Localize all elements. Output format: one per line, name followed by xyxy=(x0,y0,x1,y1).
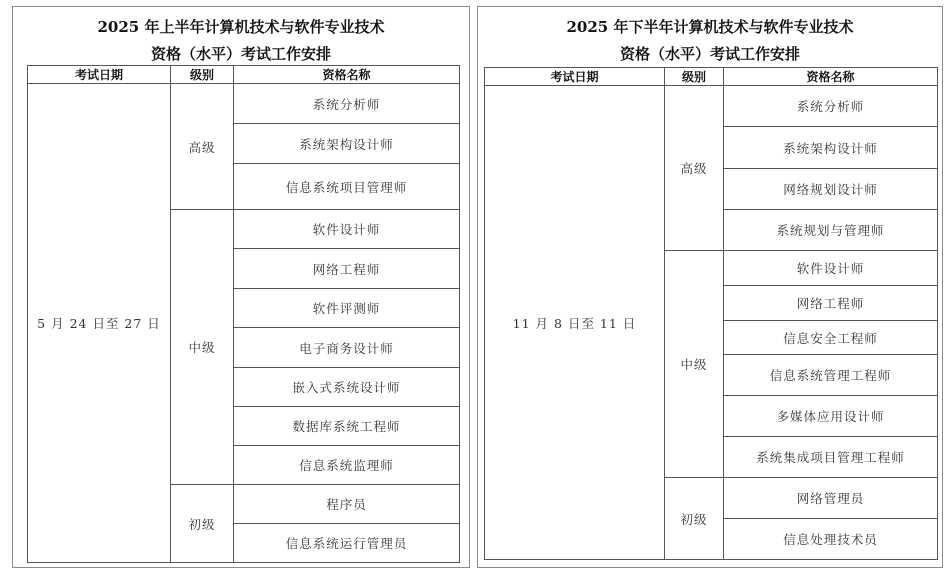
qualification-name: 系统架构设计师 xyxy=(234,124,460,164)
qualification-name: 信息系统监理师 xyxy=(234,446,460,485)
qualification-name: 信息安全工程师 xyxy=(724,321,938,355)
exam-date-cell: 5 月 24 日至 27 日 xyxy=(28,84,171,563)
first-half-schedule-panel xyxy=(12,6,470,568)
level-cell-junior: 初级 xyxy=(171,485,234,563)
qualification-name: 网络工程师 xyxy=(234,249,460,289)
qualification-name: 网络规划设计师 xyxy=(724,169,938,210)
qualification-name: 网络工程师 xyxy=(724,286,938,321)
qualification-name: 电子商务设计师 xyxy=(234,328,460,368)
second-half-title-line2: 资格（水平）考试工作安排 xyxy=(619,45,800,63)
first-half-title-line2: 资格（水平）考试工作安排 xyxy=(150,45,331,63)
table-row xyxy=(485,86,938,127)
qualification-name: 软件设计师 xyxy=(724,251,938,286)
level-cell-intermediate: 中级 xyxy=(665,251,724,478)
qualification-name: 嵌入式系统设计师 xyxy=(234,368,460,407)
header-exam-date: 考试日期 xyxy=(28,66,171,84)
qualification-name: 信息处理技术员 xyxy=(724,519,938,560)
header-qualification-name: 资格名称 xyxy=(724,68,938,86)
second-half-title-line1: 2025 年下半年计算机技术与软件专业技术 xyxy=(566,18,854,36)
qualification-name: 多媒体应用设计师 xyxy=(724,396,938,437)
qualification-name: 网络管理员 xyxy=(724,478,938,519)
table-header-row xyxy=(485,68,938,86)
table-row xyxy=(28,84,460,124)
second-half-schedule-table xyxy=(484,67,938,560)
first-half-schedule-table xyxy=(27,65,460,563)
qualification-name: 系统规划与管理师 xyxy=(724,210,938,251)
header-level: 级别 xyxy=(171,66,234,84)
qualification-name: 软件设计师 xyxy=(234,210,460,249)
level-cell-senior: 高级 xyxy=(171,84,234,210)
qualification-name: 系统架构设计师 xyxy=(724,127,938,169)
level-cell-intermediate: 中级 xyxy=(171,210,234,485)
exam-date-cell: 11 月 8 日至 11 日 xyxy=(485,86,665,560)
header-exam-date: 考试日期 xyxy=(485,68,665,86)
level-cell-junior: 初级 xyxy=(665,478,724,560)
qualification-name: 程序员 xyxy=(234,485,460,524)
table-header-row xyxy=(28,66,460,84)
second-half-schedule-panel xyxy=(477,6,943,568)
qualification-name: 软件评测师 xyxy=(234,289,460,328)
qualification-name: 信息系统管理工程师 xyxy=(724,355,938,396)
qualification-name: 系统分析师 xyxy=(724,86,938,127)
qualification-name: 数据库系统工程师 xyxy=(234,407,460,446)
qualification-name: 信息系统项目管理师 xyxy=(234,164,460,210)
qualification-name: 信息系统运行管理员 xyxy=(234,524,460,563)
qualification-name: 系统集成项目管理工程师 xyxy=(724,437,938,478)
first-half-title-line1: 2025 年上半年计算机技术与软件专业技术 xyxy=(97,18,385,36)
header-level: 级别 xyxy=(665,68,724,86)
qualification-name: 系统分析师 xyxy=(234,84,460,124)
header-qualification-name: 资格名称 xyxy=(234,66,460,84)
level-cell-senior: 高级 xyxy=(665,86,724,251)
